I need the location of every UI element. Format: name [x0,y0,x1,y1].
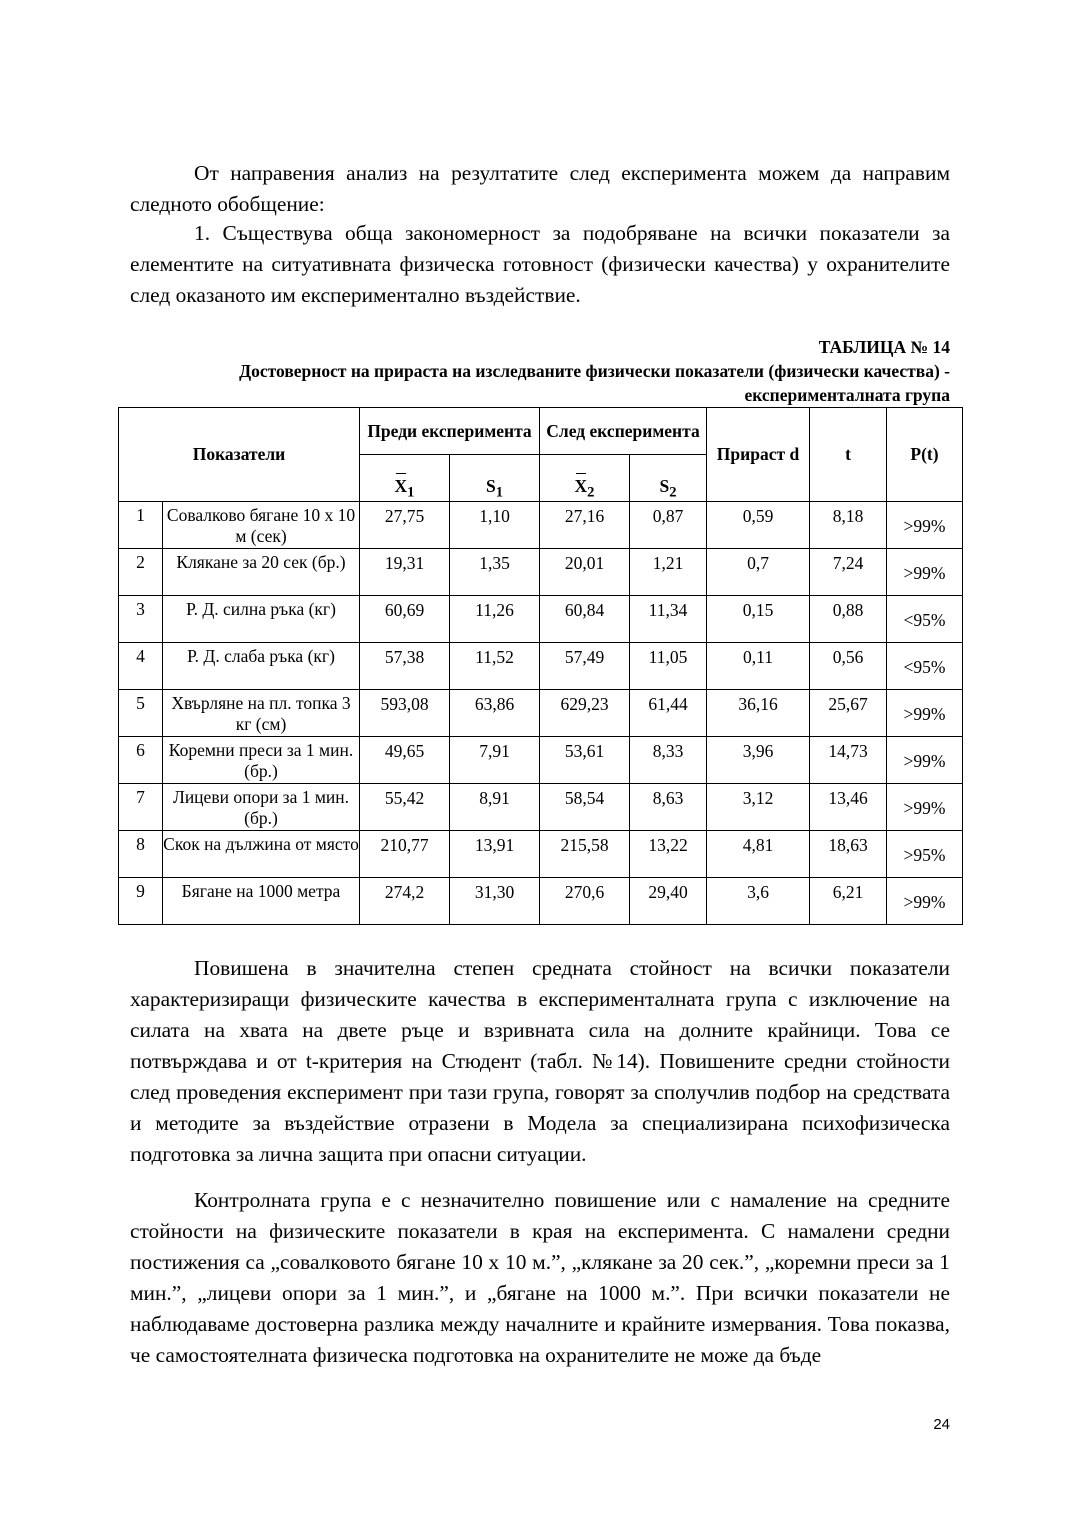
growth-value: 4,81 [707,831,810,878]
row-number: 6 [119,737,163,784]
row-number: 9 [119,878,163,925]
growth-value: 0,59 [707,502,810,549]
indicator-name: Р. Д. силна ръка (кг) [163,596,360,643]
t-value: 14,73 [810,737,887,784]
p-value: >99% [887,878,963,925]
header-t: t [810,408,887,502]
mean-after: 27,16 [540,502,630,549]
row-number: 4 [119,643,163,690]
indicator-name: Хвърляне на пл. топка 3 кг (см) [163,690,360,737]
p-value: >99% [887,784,963,831]
p-value: >99% [887,549,963,596]
row-number: 3 [119,596,163,643]
mean-after: 53,61 [540,737,630,784]
row-number: 2 [119,549,163,596]
indicator-name: Клякане за 20 сек (бр.) [163,549,360,596]
t-value: 18,63 [810,831,887,878]
results-table [118,407,963,925]
table-caption: Достоверност на прираста на изследваните физически показатели (физически качества) - експерименталната група [239,361,950,405]
sd-before: 7,91 [450,737,540,784]
header-s2: $S_2$ [630,455,707,502]
mean-after: 215,58 [540,831,630,878]
sd-before: 11,26 [450,596,540,643]
indicator-name: Совалково бягане 10 х 10 м (сек) [163,502,360,549]
mean-before: 593,08 [360,690,450,737]
sd-after: 8,63 [630,784,707,831]
table-row [119,831,963,878]
page-number: 24 [933,1416,950,1433]
mean-before: 210,77 [360,831,450,878]
sd-after: 11,05 [630,643,707,690]
table-row [119,643,963,690]
sd-before: 63,86 [450,690,540,737]
indicator-name: Бягане на 1000 метра [163,878,360,925]
table-row [119,878,963,925]
mean-before: 19,31 [360,549,450,596]
mean-after: 58,54 [540,784,630,831]
table-row [119,596,963,643]
indicator-name: Коремни преси за 1 мин. (бр.) [163,737,360,784]
indicator-name: Скок на дължина от място [163,831,360,878]
indicator-name: Р. Д. слаба ръка (кг) [163,643,360,690]
header-x2: $X_2$ [540,455,630,502]
sd-after: 61,44 [630,690,707,737]
mean-before: 27,75 [360,502,450,549]
growth-value: 0,11 [707,643,810,690]
header-growth: Прираст d [707,408,810,502]
mean-before: 55,42 [360,784,450,831]
t-value: 8,18 [810,502,887,549]
growth-value: 3,96 [707,737,810,784]
row-number: 8 [119,831,163,878]
sd-before: 31,30 [450,878,540,925]
sd-after: 1,21 [630,549,707,596]
indicator-name: Лицеви опори за 1 мин. (бр.) [163,784,360,831]
growth-value: 3,12 [707,784,810,831]
growth-value: 36,16 [707,690,810,737]
growth-value: 0,7 [707,549,810,596]
sd-before: 11,52 [450,643,540,690]
row-number: 7 [119,784,163,831]
table-row [119,690,963,737]
row-number: 5 [119,690,163,737]
table-row [119,549,963,596]
mean-after: 270,6 [540,878,630,925]
growth-value: 0,15 [707,596,810,643]
sd-before: 1,35 [450,549,540,596]
t-value: 7,24 [810,549,887,596]
t-value: 6,21 [810,878,887,925]
mean-after: 60,84 [540,596,630,643]
sd-after: 8,33 [630,737,707,784]
mean-before: 274,2 [360,878,450,925]
table-row [119,502,963,549]
header-p: P(t) [887,408,963,502]
intro-paragraph: От направения анализ на резултатите след експеримента можем да направим следното обобщение: [130,161,950,216]
mean-before: 60,69 [360,596,450,643]
sd-after: 0,87 [630,502,707,549]
p-value: <95% [887,596,963,643]
sd-after: 11,34 [630,596,707,643]
header-s1: $S_1$ [450,455,540,502]
growth-value: 3,6 [707,878,810,925]
sd-after: 13,22 [630,831,707,878]
t-value: 0,56 [810,643,887,690]
sd-after: 29,40 [630,878,707,925]
header-x1: $X_1$ [360,455,450,502]
mean-after: 57,49 [540,643,630,690]
control-group-paragraph: Контролната група е с незначително повишение или с намаление на средните стойности на физическите показатели в края на експеримента. С намалени средни постижения са „совалковото бягане 10 х 10 м.”, „клякане за 20 сек.”, „коремни преси за 1 мин.”, „лицеви опори за 1 мин.”, и „бягане на 1000 м.”. При всички показатели не наблюдаваме достоверна разлика между началните и крайните измервания. Това показва, че самостоятелната физическа подготовка на охранителите не може да бъде [130,1188,950,1367]
p-value: >95% [887,831,963,878]
analysis-paragraph: Повишена в значителна степен средната стойност на всички показатели характеризиращи физическите качества в експерименталната група с изключение на силата на хвата на двете ръце и взривната сила на долните крайници. Това се потвърждава и от t-критерия на Стюдент (табл. №14). Повишените средни стойности след проведения експеримент при тази група, говорят за сполучлив подбор на средствата и методите за въздействие отразени в Модела за специализирана психофизическа подготовка за лична защита при опасни ситуации. [130,956,950,1166]
table-row [119,737,963,784]
mean-after: 20,01 [540,549,630,596]
t-value: 0,88 [810,596,887,643]
header-indicators: Показатели [119,408,360,502]
mean-after: 629,23 [540,690,630,737]
t-value: 25,67 [810,690,887,737]
p-value: >99% [887,690,963,737]
mean-before: 49,65 [360,737,450,784]
table-row [119,784,963,831]
t-value: 13,46 [810,784,887,831]
conclusion-item-1: 1. Съществува обща закономерност за подобряване на всички показатели за елементите на ситуативната физическа готовност (физически качества) у охранителите след оказаното им експериментално въздействие. [130,221,950,307]
sd-before: 13,91 [450,831,540,878]
p-value: >99% [887,737,963,784]
table-label: ТАБЛИЦА № 14 [818,337,950,357]
header-after: След експеримента [540,408,707,455]
header-before: Преди експеримента [360,408,540,455]
sd-before: 1,10 [450,502,540,549]
mean-before: 57,38 [360,643,450,690]
p-value: <95% [887,643,963,690]
sd-before: 8,91 [450,784,540,831]
p-value: >99% [887,502,963,549]
row-number: 1 [119,502,163,549]
